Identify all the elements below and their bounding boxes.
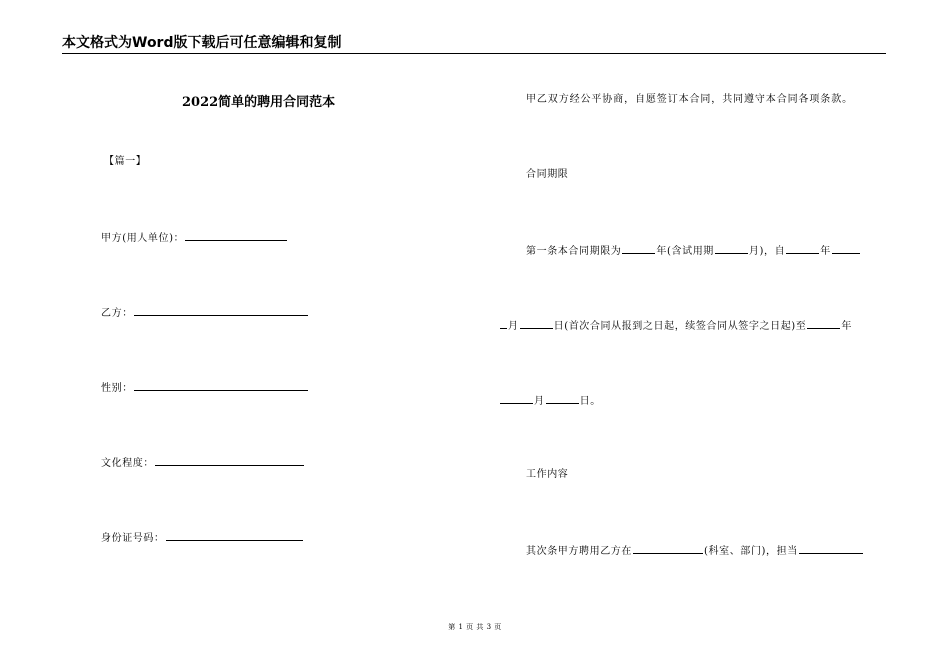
party-a-blank (185, 230, 287, 241)
article1-line2 (500, 318, 852, 334)
article2-blank-department (633, 543, 703, 554)
gender-label: 性别： (101, 383, 133, 394)
gender-field (101, 380, 309, 396)
article1-blank-start-month-cont (500, 318, 507, 329)
party-b-blank (134, 305, 308, 316)
article1-text-d: 年 (820, 246, 831, 257)
article2-text-b: (科室、部门)，担当 (704, 546, 798, 557)
article1-blank-probation (715, 243, 748, 254)
document-title: 2022简单的聘用合同范本 (182, 95, 336, 110)
article1-text-i: 日。 (579, 396, 601, 407)
article1-text-h: 月 (534, 396, 545, 407)
work-heading: 工作内容 (526, 469, 569, 480)
education-label: 文化程度： (101, 458, 154, 469)
party-a-field (101, 230, 288, 246)
page-footer: 第 1 页 共 3 页 (448, 623, 502, 631)
article1-blank-start-month (832, 243, 860, 254)
page-header (62, 34, 886, 54)
term-heading: 合同期限 (526, 169, 569, 180)
article2-text-a: 其次条甲方聘用乙方在 (526, 546, 632, 557)
agreement-paragraph: 甲乙双方经公平协商，自愿签订本合同，共同遵守本合同各项条款。 (526, 94, 853, 105)
article1-text-g: 年 (841, 321, 853, 332)
id-number-label: 身份证号码： (101, 533, 165, 544)
article1-text-b: 年(含试用期 (656, 246, 714, 257)
article1-blank-end-month (500, 393, 533, 404)
article2-blank-position (799, 543, 863, 554)
article1-line3 (500, 393, 601, 409)
article1-line1 (526, 243, 861, 259)
header-text: 本文格式为Word版下载后可任意编辑和复制 (62, 35, 342, 51)
section-label: 【篇一】 (104, 156, 147, 167)
gender-blank (134, 380, 308, 391)
party-b-field (101, 305, 309, 321)
article1-blank-start-day (520, 318, 553, 329)
id-number-field (101, 530, 304, 546)
id-number-blank (166, 530, 303, 541)
education-blank (155, 455, 304, 466)
article1-blank-years (622, 243, 655, 254)
party-a-label: 甲方(用人单位)： (101, 233, 185, 244)
education-field (101, 455, 305, 471)
article1-text-e: 月 (508, 321, 519, 332)
article2-line1 (526, 543, 864, 559)
article1-text-a: 第一条本合同期限为 (526, 246, 622, 257)
article1-blank-end-day (546, 393, 579, 404)
article1-text-c: 月)，自 (748, 246, 786, 257)
article1-blank-end-year (807, 318, 840, 329)
article1-blank-start-year (786, 243, 819, 254)
article1-text-f: 日(首次合同从报到之日起，续签合同从签字之日起)至 (553, 321, 807, 332)
party-b-label: 乙方： (101, 308, 133, 319)
